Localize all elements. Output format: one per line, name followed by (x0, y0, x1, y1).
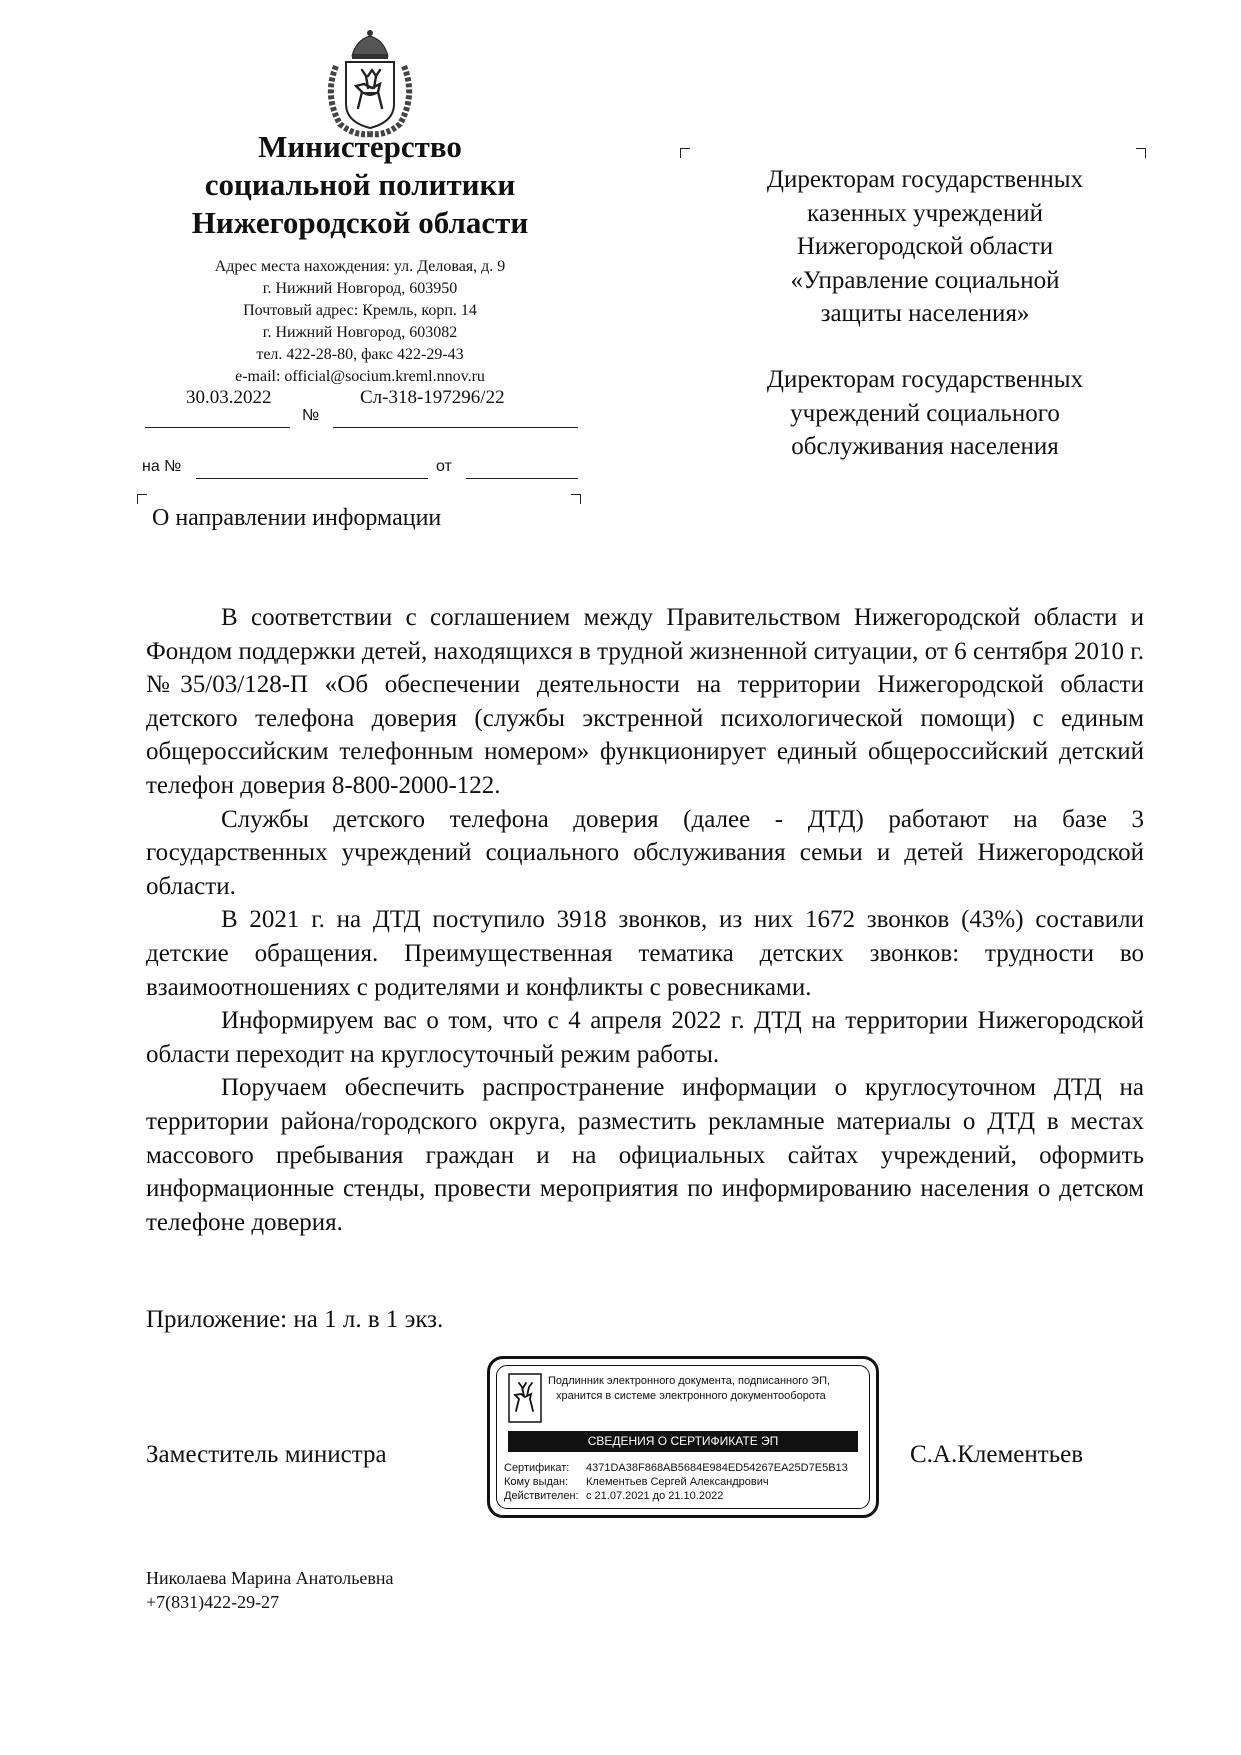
issued-value: Клементьев Сергей Александрович (586, 1476, 769, 1488)
executor-info (146, 1566, 394, 1614)
addressee-block (705, 363, 1145, 464)
appendix-note: Приложение: на 1 л. в 1 экз. (146, 1306, 444, 1333)
stamp-line: Подлинник электронного документа, подписанного ЭП, (548, 1375, 831, 1387)
body-paragraph: Поручаем обеспечить распространение информации о круглосуточном ДТД на территории района/городского округа, разместить рекламные материалы о ДТД в местах массового пребывания граждан и на официальных сайтах учреждений, оформить информационные стенды, провести мероприятия по информированию населения о детском телефоне доверия. (146, 1074, 1144, 1236)
address-line: e-mail: official@socium.kreml.nnov.ru (235, 368, 485, 385)
ministry-title-line: социальной политики (204, 167, 516, 202)
ministry-address (120, 256, 600, 388)
address-line: г. Нижний Новгород, 603082 (262, 324, 458, 341)
ministry-title-line: Нижегородской области (191, 205, 529, 240)
cert-label: Сертификат: (504, 1462, 570, 1474)
corner-mark (137, 494, 147, 504)
from-label: от (436, 458, 452, 475)
letter-subject: О направлении информации (152, 505, 442, 531)
addressee-line: казенных учреждений (806, 199, 1044, 227)
body-paragraph: Информируем вас о том, что с 4 апреля 2022 г. ДТД на территории Нижегородской области переходит на круглосуточный режим работы. (146, 1007, 1144, 1068)
addressee-line: «Управление социальной (790, 266, 1060, 294)
ministry-title (120, 128, 600, 242)
cert-value: 4371DA38F868AB5684E984ED54267EA25D7E5B13 (586, 1462, 848, 1474)
registration-number: Сл-318-197296/22 (360, 387, 505, 408)
stamp-certificate-header: СВЕДЕНИЯ О СЕРТИФИКАТЕ ЭП (508, 1431, 858, 1452)
from-underline (466, 478, 578, 479)
electronic-signature-stamp (487, 1356, 879, 1518)
address-line: г. Нижний Новгород, 603950 (262, 280, 458, 297)
registration-date: 30.03.2022 (186, 387, 272, 408)
valid-value: с 21.07.2021 до 21.10.2022 (586, 1490, 724, 1502)
executor-name: Николаева Марина Анатольевна (146, 1568, 394, 1588)
body-paragraph: Службы детского телефона доверия (далее - ДТД) работают на базе 3 государственных учреждений социального обслуживания семьи и детей Нижегородской области. (146, 805, 1144, 900)
date-underline (145, 427, 290, 428)
executor-phone: +7(831)422-29-27 (146, 1592, 280, 1612)
addressee-line: обслуживания населения (791, 433, 1059, 460)
number-label: № (302, 407, 320, 424)
issued-label: Кому выдан: (504, 1476, 569, 1488)
body-paragraph: В 2021 г. на ДТД поступило 3918 звонков, из них 1672 звонков (43%) составили детские обращения. Преимущественная тематика детских звонков: трудности во взаимоотношениях с родителями и конфликты с ровесниками. (146, 906, 1144, 1001)
stamp-line: хранится в системе электронного документооборота (556, 1390, 826, 1402)
addressee-line: Директорам государственных (766, 166, 1084, 193)
in-reply-underline (196, 478, 428, 479)
address-line: Почтовый адрес: Кремль, корп. 14 (243, 302, 477, 319)
addressee-block (705, 163, 1145, 331)
body-paragraph: В соответствии с соглашением между Правительством Нижегородской области и Фондом поддержки детей, находящихся в трудной жизненной ситуации, от 6 сентября 2010 г. №35/03/128-П «Об обеспечении деятельности на территории Нижегородской области детского телефона доверия (службы экстренной психологической помощи) с единым общероссийским телефонным номером» функционирует единый общероссийский детский телефон доверия 8-800-2000-122. (146, 604, 1144, 799)
address-line: тел. 422-28-80, факс 422-29-43 (256, 346, 464, 363)
corner-mark (1136, 148, 1146, 158)
signer-position: Заместитель министра (146, 1441, 387, 1468)
coat-of-arms-emblem (318, 26, 422, 138)
ministry-title-line: Министерство (258, 129, 462, 164)
letter-body (146, 601, 1144, 1239)
addressee-line: Нижегородской области (796, 233, 1054, 260)
corner-mark (680, 148, 690, 158)
corner-mark (571, 494, 581, 504)
addressee-line: Директорам государственных (766, 366, 1084, 393)
signer-name: С.А.Клементьев (910, 1441, 1083, 1468)
addressee-line: учреждений социального (790, 399, 1060, 427)
valid-label: Действителен: (504, 1490, 579, 1502)
number-underline (333, 427, 578, 428)
address-line: Адрес места нахождения: ул. Деловая, д. 9 (214, 258, 506, 275)
addressee-line: защиты населения» (820, 300, 1030, 327)
in-reply-label: на № (142, 458, 182, 475)
stamp-emblem-icon (508, 1373, 542, 1423)
